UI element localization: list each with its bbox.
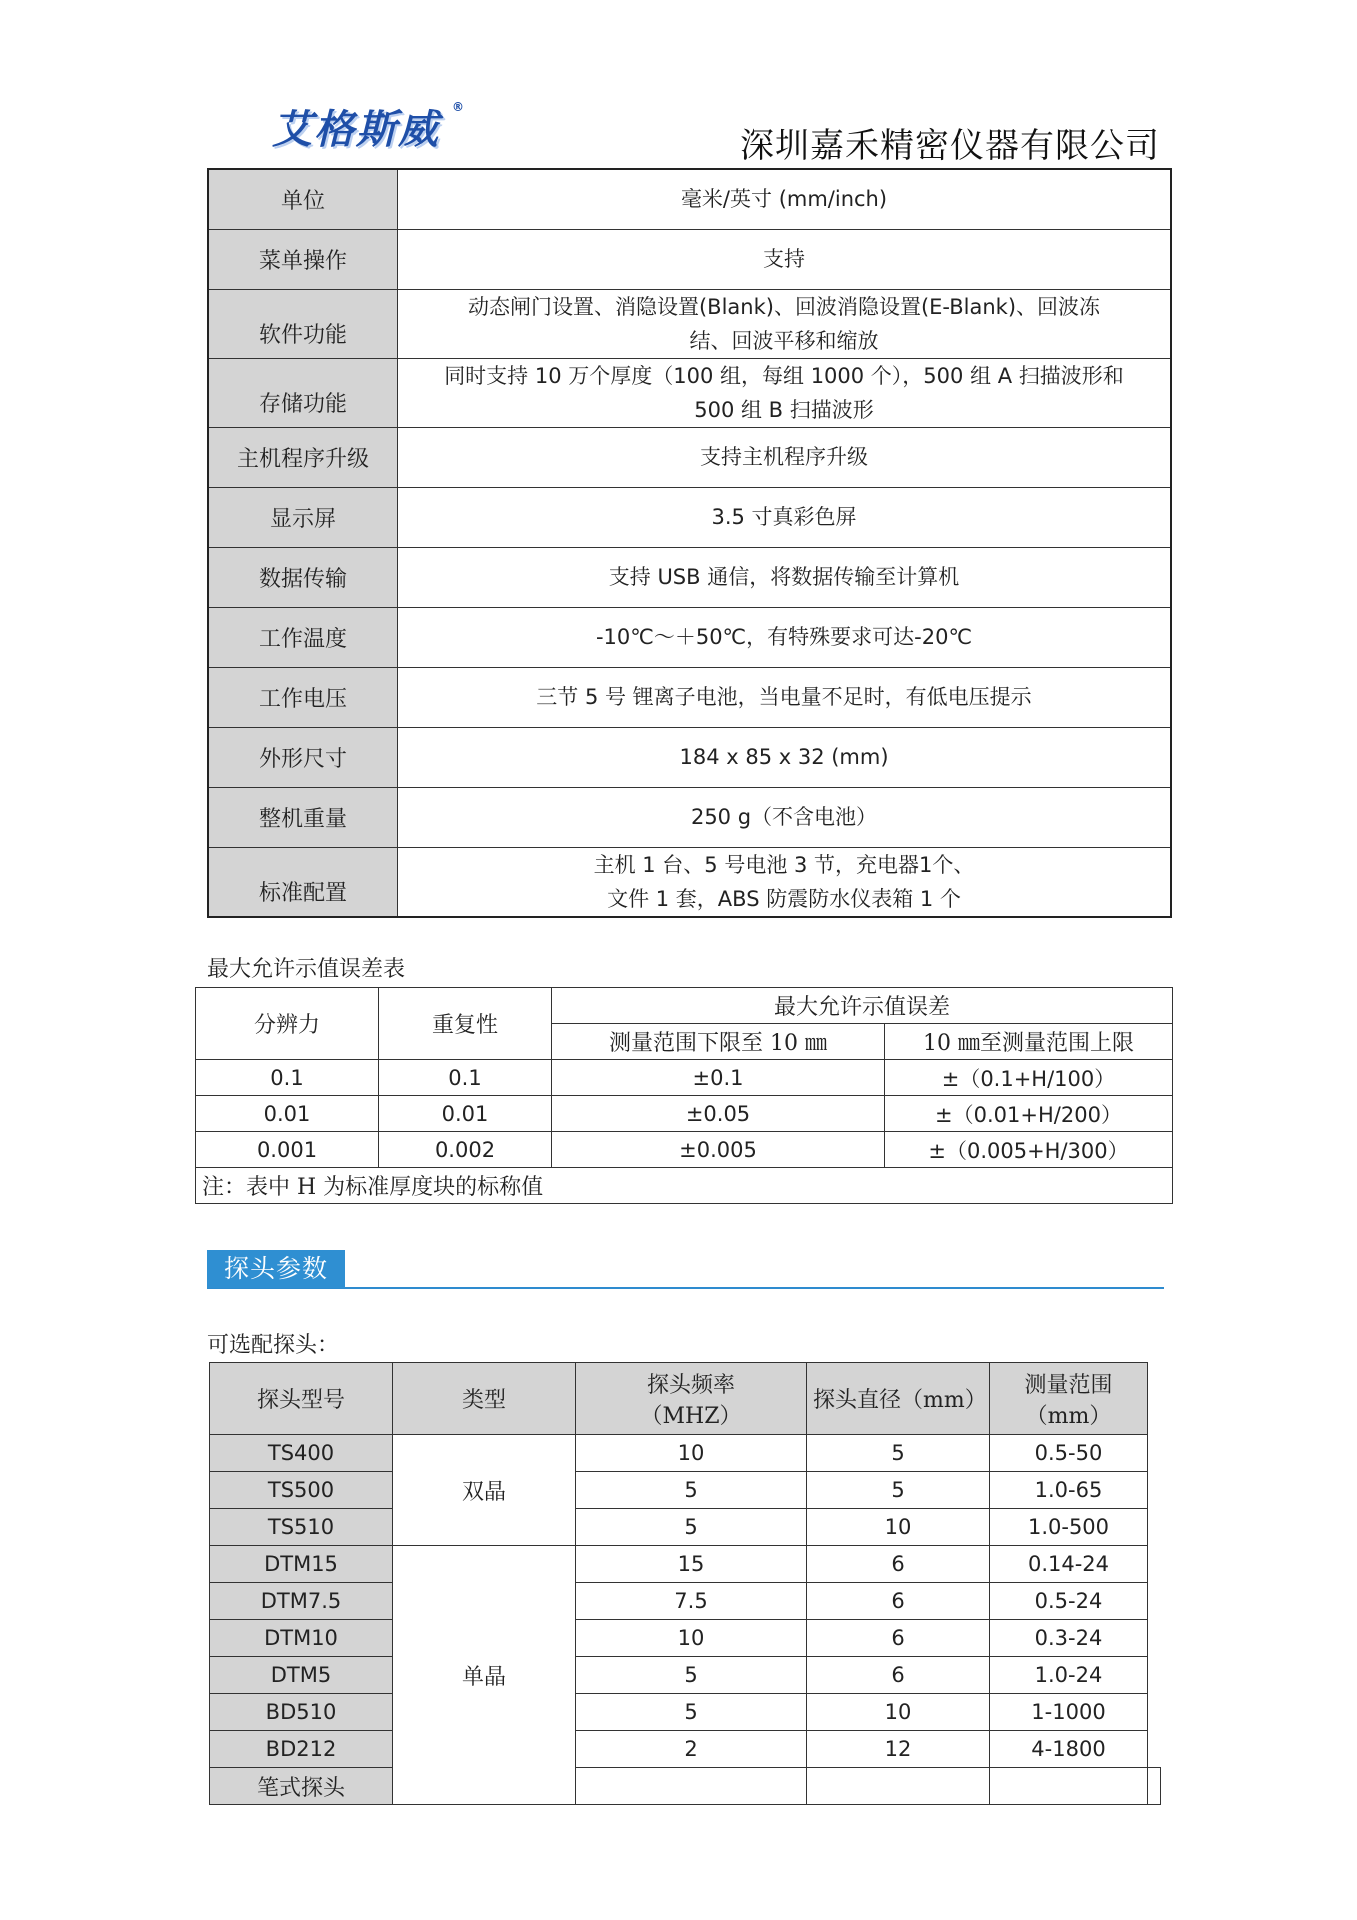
cell-resolution: 0.1 [196, 1060, 379, 1096]
cell-diameter: 6 [807, 1546, 990, 1583]
cell-model: TS500 [210, 1472, 393, 1509]
spec-row [208, 607, 1171, 667]
cell-diameter: 12 [807, 1731, 990, 1768]
header-low-range: 测量范围下限至 10 ㎜ [552, 1024, 885, 1060]
error-table-caption: 最大允许示值误差表 [207, 957, 406, 982]
cell-frequency: 15 [576, 1546, 807, 1583]
spec-row [208, 229, 1171, 289]
table-row [196, 1132, 1173, 1168]
probe-table [209, 1362, 1161, 1805]
section-title: 探头参数 [207, 1250, 345, 1288]
spec-label: 整机重量 [208, 787, 398, 847]
spec-row [208, 547, 1171, 607]
cell-model-pen: 笔式探头 [210, 1768, 393, 1805]
cell-range: 1.0-500 [990, 1509, 1148, 1546]
cell-frequency: 5 [576, 1657, 807, 1694]
cell-model: DTM7.5 [210, 1583, 393, 1620]
spec-label: 数据传输 [208, 547, 398, 607]
table-row [210, 1768, 1161, 1805]
cell-model: BD510 [210, 1694, 393, 1731]
cell-repeatability: 0.1 [379, 1060, 552, 1096]
cell-low-error: ±0.05 [552, 1096, 885, 1132]
cell-model: TS400 [210, 1435, 393, 1472]
spec-value: 3.5 寸真彩色屏 [398, 487, 1172, 547]
cell-model: DTM5 [210, 1657, 393, 1694]
spec-label: 工作电压 [208, 667, 398, 727]
table-row [210, 1657, 1161, 1694]
registered-mark: ® [452, 100, 466, 114]
spec-label: 标准配置 [208, 847, 398, 917]
spec-value: 支持 [398, 229, 1172, 289]
cell-frequency: 5 [576, 1694, 807, 1731]
cell-type-single: 单晶 [393, 1546, 576, 1805]
error-table [195, 987, 1173, 1204]
header-frequency: 探头频率（MHZ） [576, 1363, 807, 1435]
probe-table-caption: 可选配探头： [207, 1333, 340, 1358]
cell-diameter: 10 [807, 1509, 990, 1546]
spec-label: 主机程序升级 [208, 427, 398, 487]
section-divider [207, 1287, 1164, 1289]
cell-diameter: 6 [807, 1583, 990, 1620]
cell-range: 0.5-50 [990, 1435, 1148, 1472]
cell-diameter: 10 [807, 1694, 990, 1731]
spec-row [208, 169, 1171, 229]
spec-value: 同时支持 10 万个厚度（100 组，每组 1000 个），500 组 A 扫描波形和 500 组 B 扫描波形 [398, 358, 1172, 427]
cell-model: DTM15 [210, 1546, 393, 1583]
empty-cell [576, 1768, 807, 1805]
table-row [210, 1731, 1161, 1768]
spec-row [208, 487, 1171, 547]
cell-high-error: ±（0.01+H/200） [885, 1096, 1173, 1132]
spec-value: 支持主机程序升级 [398, 427, 1172, 487]
spec-row [208, 847, 1171, 917]
cell-model: TS510 [210, 1509, 393, 1546]
spec-row [208, 727, 1171, 787]
header-resolution: 分辨力 [196, 988, 379, 1060]
table-row [210, 1694, 1161, 1731]
cell-range: 0.14-24 [990, 1546, 1148, 1583]
spec-table [207, 168, 1172, 918]
header-diameter: 探头直径（mm） [807, 1363, 990, 1435]
spec-label: 单位 [208, 169, 398, 229]
table-note: 注：表中 H 为标准厚度块的标称值 [196, 1168, 1173, 1204]
company-name: 深圳嘉禾精密仪器有限公司 [740, 126, 1160, 166]
spec-row [208, 667, 1171, 727]
header-range: 测量范围（mm） [990, 1363, 1148, 1435]
spec-value: 184 x 85 x 32 (mm) [398, 727, 1172, 787]
spec-row [208, 358, 1171, 427]
cell-frequency: 5 [576, 1472, 807, 1509]
cell-frequency: 10 [576, 1620, 807, 1657]
table-row [210, 1583, 1161, 1620]
header-model: 探头型号 [210, 1363, 393, 1435]
spec-value: 动态闸门设置、消隐设置(Blank)、回波消隐设置(E-Blank)、回波冻结、回波平移和缩放 [398, 289, 1172, 358]
header-high-range: 10 ㎜至测量范围上限 [885, 1024, 1173, 1060]
cell-range: 0.3-24 [990, 1620, 1148, 1657]
header-repeatability: 重复性 [379, 988, 552, 1060]
brand-logo [272, 98, 472, 158]
table-row [210, 1620, 1161, 1657]
cell-model: DTM10 [210, 1620, 393, 1657]
table-row [196, 1096, 1173, 1132]
cell-model: BD212 [210, 1731, 393, 1768]
cell-repeatability: 0.002 [379, 1132, 552, 1168]
cell-low-error: ±0.1 [552, 1060, 885, 1096]
cell-frequency: 5 [576, 1509, 807, 1546]
cell-high-error: ±（0.1+H/100） [885, 1060, 1173, 1096]
spec-row [208, 289, 1171, 358]
spec-row [208, 427, 1171, 487]
empty-cell [1148, 1768, 1161, 1805]
header-type: 类型 [393, 1363, 576, 1435]
table-row [210, 1435, 1161, 1472]
spec-value: 主机 1 台、5 号电池 3 节，充电器1个、文件 1 套，ABS 防震防水仪表箱 1 个 [398, 847, 1172, 917]
cell-type-dual: 双晶 [393, 1435, 576, 1546]
spec-value: -10℃～＋50℃，有特殊要求可达-20℃ [398, 607, 1172, 667]
cell-frequency: 2 [576, 1731, 807, 1768]
cell-diameter: 6 [807, 1620, 990, 1657]
cell-frequency: 7.5 [576, 1583, 807, 1620]
spec-value: 三节 5 号 锂离子电池，当电量不足时，有低电压提示 [398, 667, 1172, 727]
spec-label: 菜单操作 [208, 229, 398, 289]
cell-resolution: 0.001 [196, 1132, 379, 1168]
cell-range: 4-1800 [990, 1731, 1148, 1768]
empty-cell [990, 1768, 1148, 1805]
spec-value: 支持 USB 通信，将数据传输至计算机 [398, 547, 1172, 607]
logo-text: 艾格斯威 [272, 107, 440, 153]
table-row [210, 1509, 1161, 1546]
spec-value: 250 g（不含电池） [398, 787, 1172, 847]
table-row [196, 1060, 1173, 1096]
spec-label: 外形尺寸 [208, 727, 398, 787]
cell-repeatability: 0.01 [379, 1096, 552, 1132]
cell-diameter: 5 [807, 1472, 990, 1509]
spec-row [208, 787, 1171, 847]
cell-high-error: ±（0.005+H/300） [885, 1132, 1173, 1168]
spec-label: 存储功能 [208, 358, 398, 427]
cell-frequency: 10 [576, 1435, 807, 1472]
table-row [210, 1472, 1161, 1509]
spec-label: 软件功能 [208, 289, 398, 358]
cell-range: 1-1000 [990, 1694, 1148, 1731]
cell-diameter: 6 [807, 1657, 990, 1694]
error-header-row [196, 988, 1173, 1024]
spec-label: 工作温度 [208, 607, 398, 667]
note-row [196, 1168, 1173, 1204]
probe-header-row [210, 1363, 1161, 1435]
cell-range: 1.0-65 [990, 1472, 1148, 1509]
spec-value: 毫米/英寸 (mm/inch) [398, 169, 1172, 229]
cell-range: 1.0-24 [990, 1657, 1148, 1694]
cell-diameter: 5 [807, 1435, 990, 1472]
table-row [210, 1546, 1161, 1583]
spec-label: 显示屏 [208, 487, 398, 547]
empty-cell [807, 1768, 990, 1805]
header-max-error: 最大允许示值误差 [552, 988, 1173, 1024]
cell-resolution: 0.01 [196, 1096, 379, 1132]
cell-low-error: ±0.005 [552, 1132, 885, 1168]
cell-range: 0.5-24 [990, 1583, 1148, 1620]
